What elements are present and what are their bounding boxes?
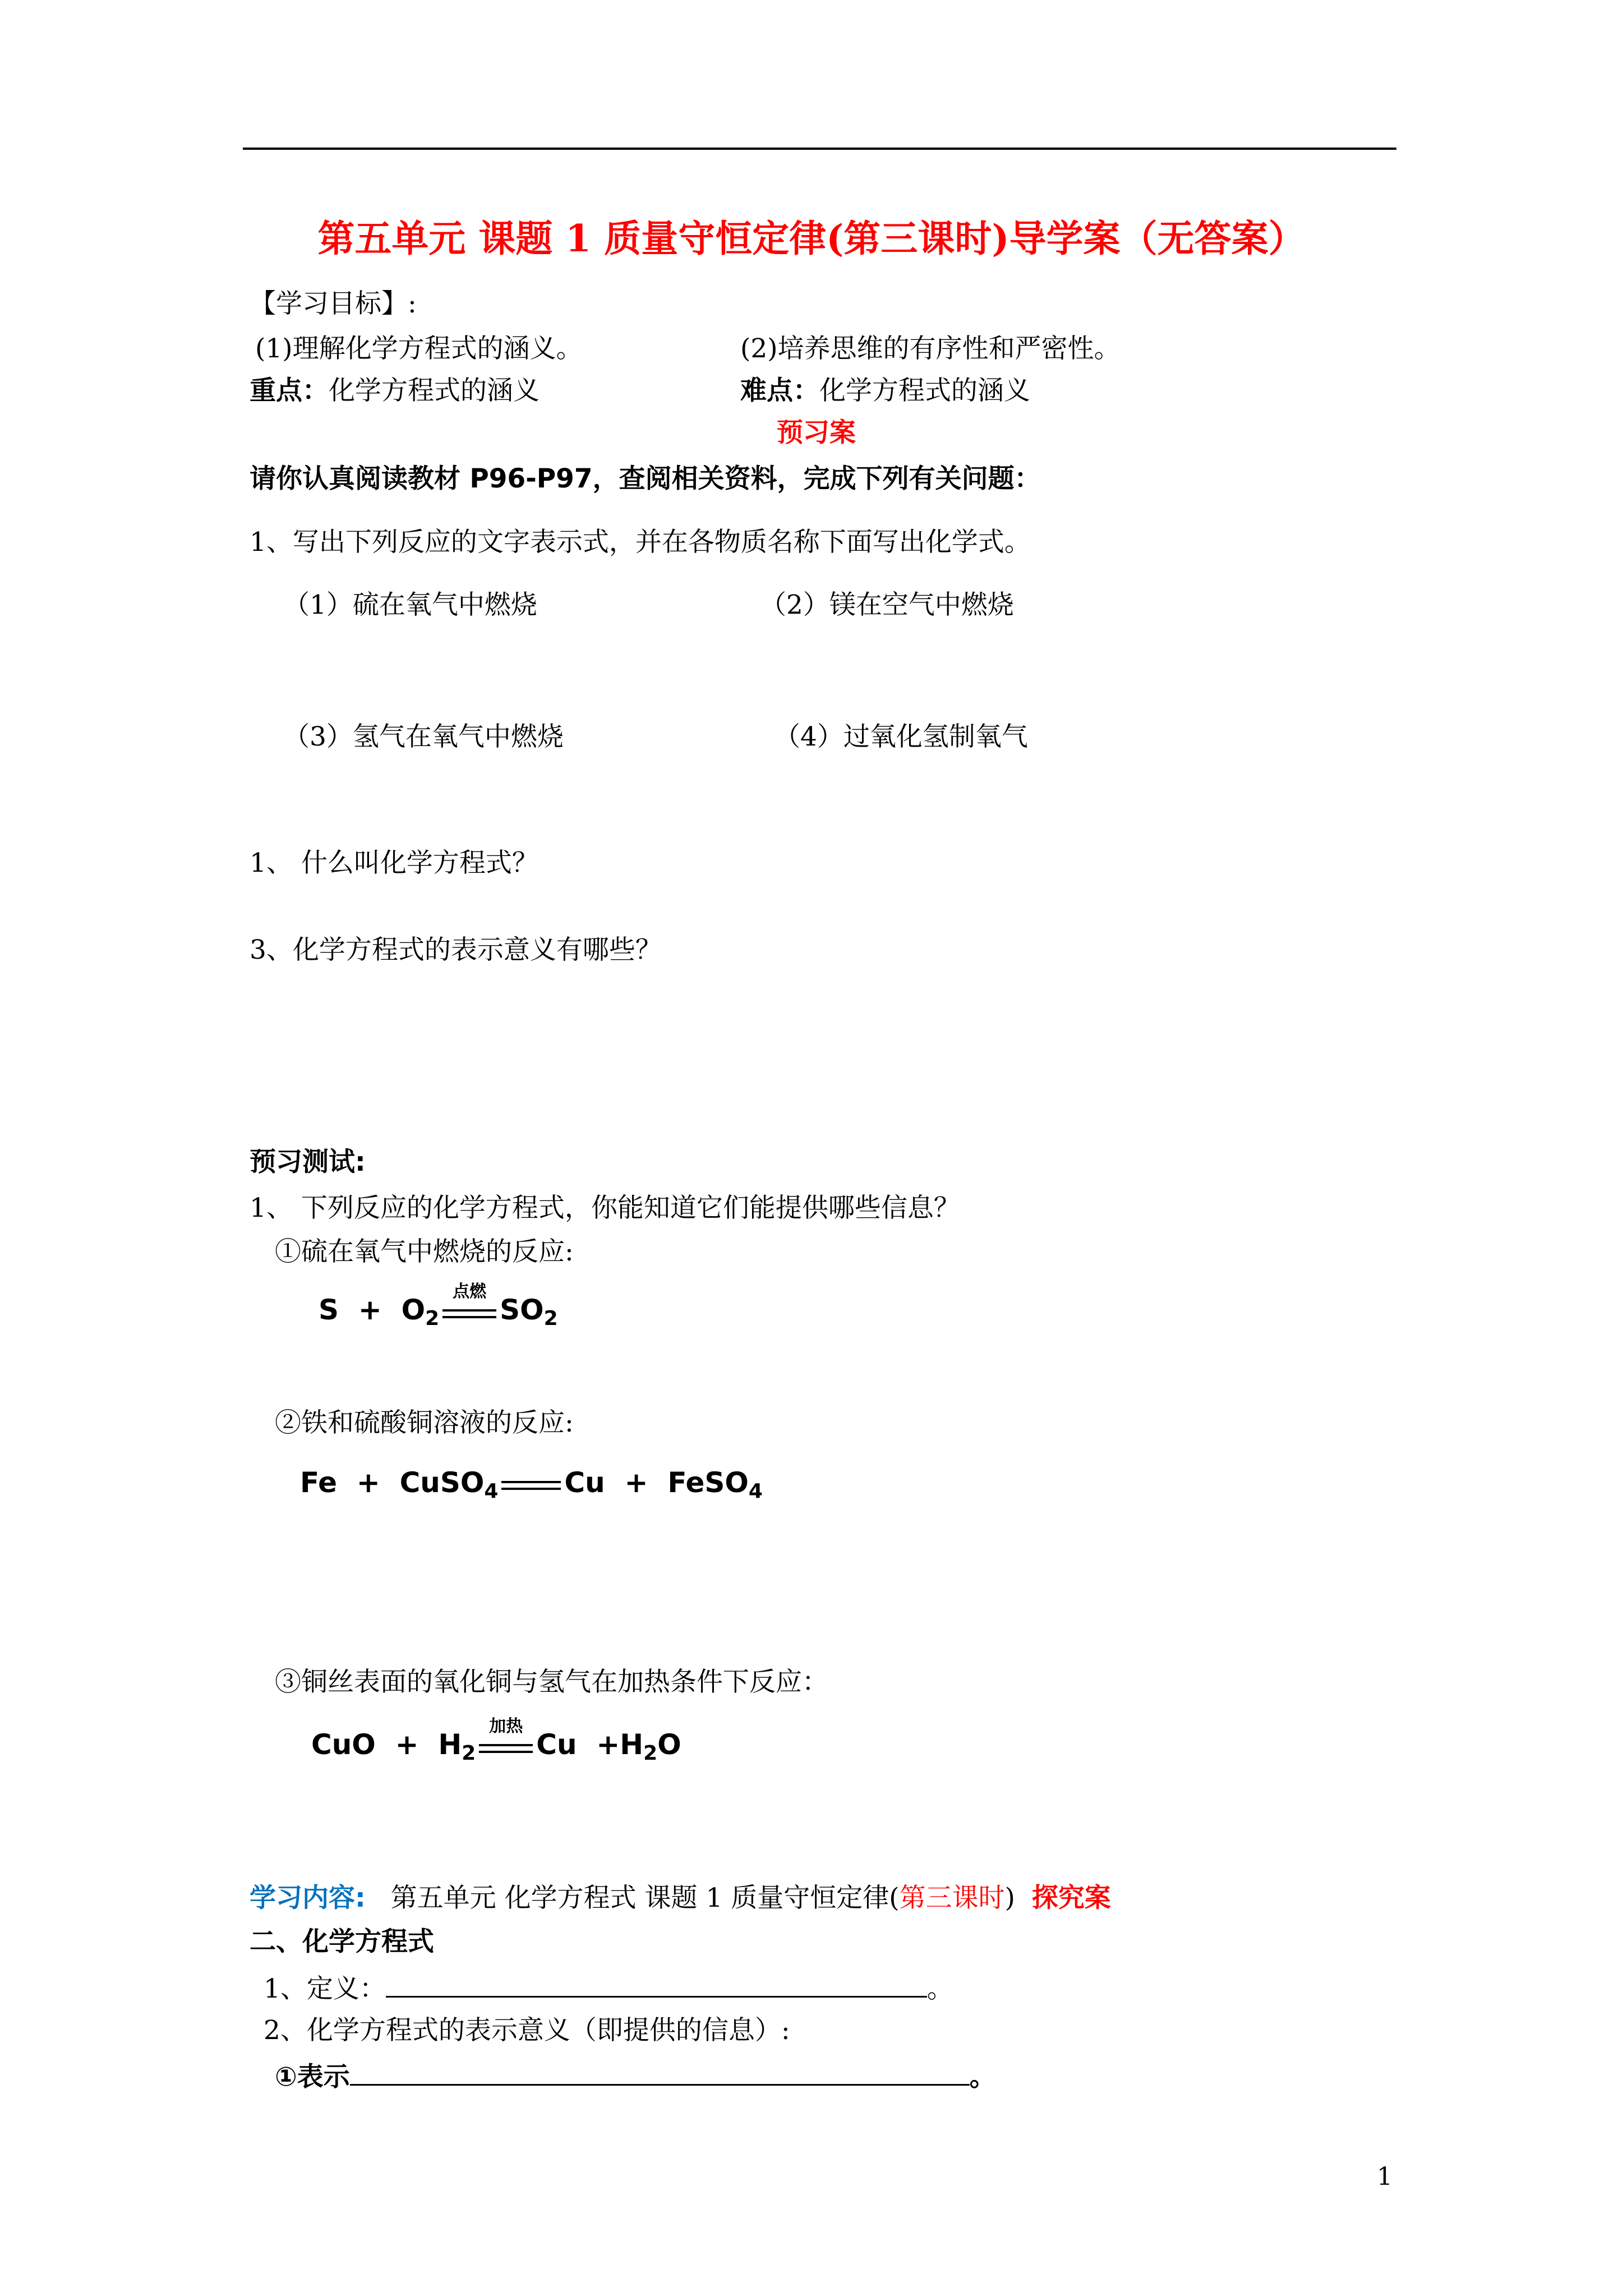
objective-item-1: (1)理解化学方程式的涵义。: [255, 333, 583, 364]
reaction-2: （2）镁在空气中燃烧: [760, 590, 1014, 620]
equation-1-label: ①硫在氧气中燃烧的反应:: [275, 1236, 574, 1267]
inquiry-label-text: 第五单元 化学方程式 课题 1 质量守恒定律(: [390, 1883, 900, 1913]
header-rule: [243, 148, 1396, 150]
inquiry-label-heading: 学习内容:: [250, 1883, 366, 1913]
preview-question-1: 1、写出下列反应的文字表示式，并在各物质名称下面写出化学式。: [250, 527, 1031, 558]
key-point-label: 重点：: [250, 375, 329, 406]
page-title: 第五单元 课题 1 质量守恒定律(第三课时)导学案（无答案）: [317, 217, 1306, 260]
preview-question-3: 3、化学方程式的表示意义有哪些？: [250, 935, 662, 965]
definition-end: 。: [926, 1973, 953, 2004]
equals-sign: [500, 1471, 562, 1499]
equation-1: $S + O_2$ 点燃 $SO_2$: [319, 1281, 558, 1330]
reaction-4: （4）过氧化氢制氧气: [774, 721, 1028, 752]
test-heading: 预习测试:: [250, 1147, 366, 1177]
difficult-point: [740, 375, 1030, 406]
equation-2-label: ②铁和硫酸铜溶液的反应:: [275, 1407, 574, 1438]
inquiry-label-close: ): [1004, 1883, 1015, 1913]
equation-3: CuO + $H_2$ 加热 $Cu +H_2O$: [311, 1716, 681, 1765]
reaction-condition: 点燃: [441, 1298, 497, 1326]
definition-line: [264, 1973, 953, 2002]
key-point-text: 化学方程式的涵义: [329, 375, 540, 406]
difficult-point-label: 难点：: [740, 375, 819, 406]
meaning-item-1-label: ①表示: [275, 2062, 350, 2092]
page-number: 1: [1377, 2162, 1393, 2191]
meaning-heading: 2、化学方程式的表示意义（即提供的信息）:: [264, 2015, 790, 2046]
reaction-3: （3）氢气在氧气中燃烧: [283, 721, 564, 752]
equation-3-label: ③铜丝表面的氧化铜与氢气在加热条件下反应：: [275, 1667, 828, 1697]
preview-instruction: 请你认真阅读教材 P96-P97，查阅相关资料，完成下列有关问题：: [250, 463, 1041, 494]
inquiry-label: [250, 1885, 1111, 1911]
meaning-item-1-blank[interactable]: [350, 2062, 970, 2086]
preview-question-2: 1、 什么叫化学方程式？: [250, 848, 538, 878]
inquiry-label-period: 第三课时: [899, 1883, 1005, 1913]
reaction-condition: 加热: [478, 1733, 534, 1761]
reaction-1: （1）硫在氧气中燃烧: [283, 590, 537, 620]
definition-label: 1、定义：: [264, 1973, 386, 2004]
difficult-point-text: 化学方程式的涵义: [819, 375, 1030, 406]
meaning-item-1-end: 。: [969, 2062, 996, 2092]
section-heading: 二、化学方程式: [250, 1926, 434, 1957]
meaning-item-1: [275, 2062, 996, 2090]
key-point: [250, 375, 540, 406]
equation-2: Fe + CuSO$_4$ Cu + FeSO$_4$: [300, 1466, 763, 1503]
test-question-1: 1、 下列反应的化学方程式，你能知道它们能提供哪些信息？: [250, 1193, 960, 1223]
inquiry-label-tail: 探究案: [1031, 1883, 1111, 1913]
definition-blank[interactable]: [386, 1973, 927, 1998]
preview-heading: 预习案: [777, 417, 856, 448]
objective-item-2: (2)培养思维的有序性和严密性。: [740, 333, 1121, 364]
objectives-heading: 【学习目标】:: [250, 288, 417, 319]
